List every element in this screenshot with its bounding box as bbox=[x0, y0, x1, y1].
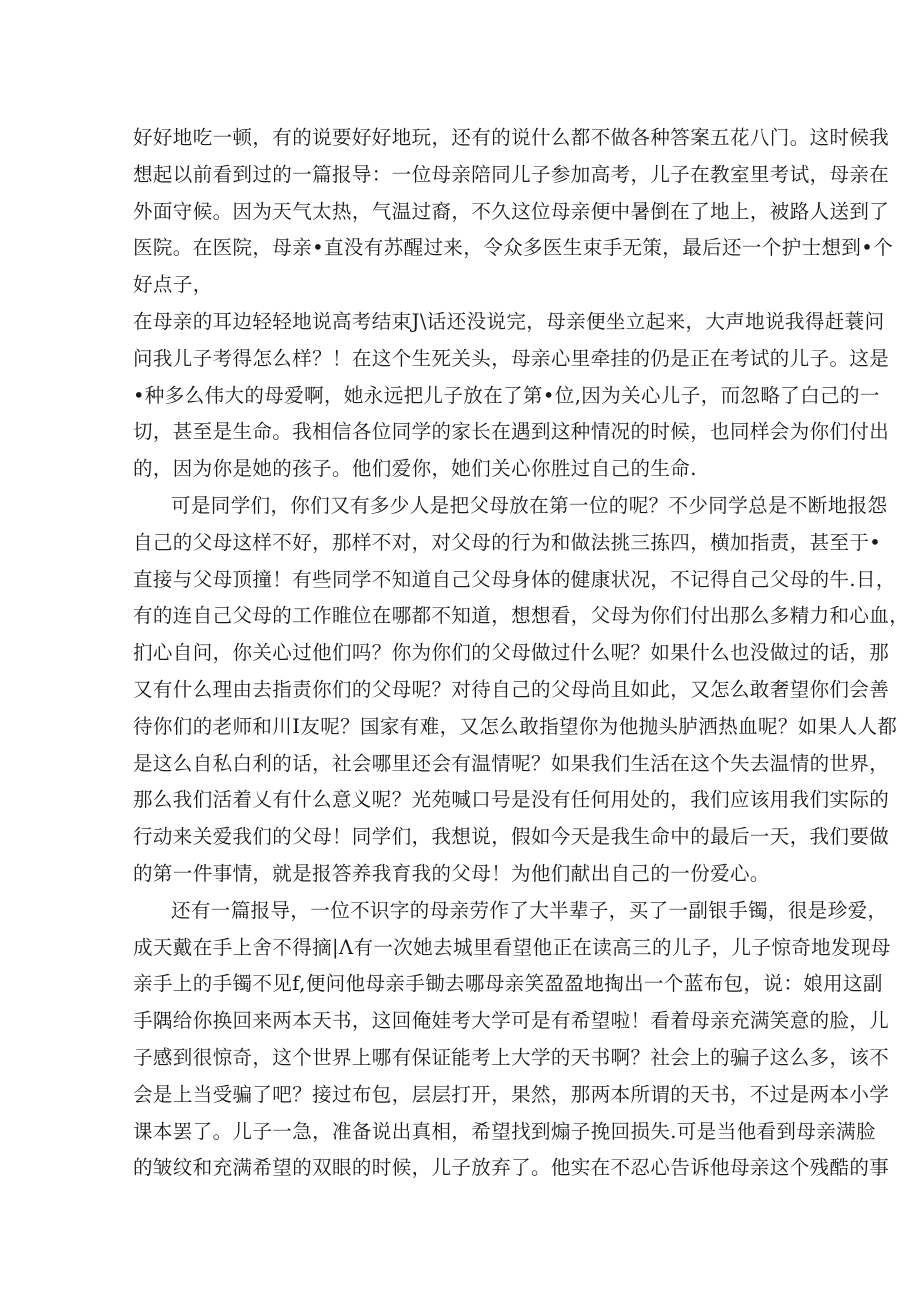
text-line: 的第一件事情，就是报答养我育我的父母！为他们献出自己的一份爱心。 bbox=[133, 861, 770, 885]
text-line: 会是上当受骗了吧？接过布包，层层打开，果然，那两本所谓的天书，不过是两本小学 bbox=[133, 1082, 890, 1106]
text-line: 课本罢了。儿子一急，准备说出真相，希望找到煽子挽回损失.可是当他看到母亲满脸 bbox=[133, 1119, 876, 1143]
text-line: 在母亲的耳边轻轻地说高考结束J\话还没说完，母亲便坐立起来，大声地说我得赶蓑问 bbox=[133, 309, 885, 333]
text-line: 有的连自己父母的工作睢位在哪都不知道，想想看，父母为你们付出那么多精力和心血， bbox=[133, 604, 910, 628]
text-line: 自己的父母这样不好，那样不对，对父母的行为和做法挑三拣四，横加指责，甚至于• bbox=[133, 530, 882, 554]
text-line: 的皱纹和充满希望的双眼的时候，儿子放弃了。他实在不忍心告诉他母亲这个残酷的事 bbox=[133, 1156, 890, 1180]
text-line: 子感到很惊奇，这个世界上哪有保证能考上大学的天书啊？社会上的骗子这么多，该不 bbox=[133, 1045, 890, 1069]
text-line: 医院。在医院，母亲•直没有苏醒过来，令众多医生束手无策，最后还一个护士想到•个 bbox=[133, 236, 894, 260]
text-line: 扪心自问，你关心过他们吗？你为你们的父母做过什么呢？如果什么也没做过的话，那 bbox=[133, 641, 890, 665]
body-text bbox=[133, 120, 910, 1187]
text-line: 直接与父母顶撞！有些同学不知道自己父母身体的健康状况，不记得自己父母的牛.日， bbox=[133, 567, 896, 591]
text-line: 成天戴在手上舍不得摘|Λ有一次她去城里看望他正在读高三的儿子，儿子惊奇地发现母 bbox=[133, 935, 891, 959]
text-line: 想起以前看到过的一篇报导：一位母亲陪同儿子参加高考，儿子在教室里考试，母亲在 bbox=[133, 162, 890, 186]
text-line: •种多么伟大的母爱啊，她永远把儿子放在了第•位,因为关心儿子，而忽略了白己的一 bbox=[133, 383, 880, 407]
text-line: 那么我们活着乂有什么意义呢？光苑喊口号是没有任何用处的，我们应该用我们实际的 bbox=[133, 788, 890, 812]
text-line: 行动来关爱我们的父母！同学们，我想说，假如今天是我生命中的最后一天，我们要做 bbox=[133, 825, 890, 849]
text-line: 可是同学们，你们又有多少人是把父母放在第一位的呢？不少同学总是不断地报怨 bbox=[171, 493, 888, 517]
text-line: 切，甚至是生命。我相信各位同学的家长在遇到这种情况的时候，也同样会为你们付出 bbox=[133, 420, 890, 444]
text-line: 亲手上的手镯不见f,便问他母亲手锄去哪母亲笑盈盈地掏出一个蓝布包，说：娘用这副 bbox=[133, 972, 883, 996]
text-line: 待你们的老师和川I友呢？国家有难，又怎么敢指望你为他抛头胪洒热血呢？如果人人都 bbox=[133, 714, 898, 738]
text-line: 手隅给你换回来两本天书，这回俺娃考大学可是有希望啦！看着母亲充满笑意的脸，儿 bbox=[133, 1009, 890, 1033]
text-line: 又有什么理由去指责你们的父母呢？对待自己的父母尚且如此，又怎么敢奢望你们会善 bbox=[133, 677, 890, 701]
text-line: 外面守候。因为天气太热，气温过裔，不久这位母亲便中暑倒在了地上，被路人送到了 bbox=[133, 199, 890, 223]
text-line: 是这么自私白利的话，社会哪里还会有温情呢？如果我们生活在这个失去温情的世界， bbox=[133, 751, 890, 775]
text-line: 还有一篇报导，一位不识字的母亲劳作了大半辈子，买了一副银手镯，很是珍爱， bbox=[171, 898, 888, 922]
text-line: 好点子， bbox=[133, 273, 213, 297]
text-line: 问我儿子考得怎么样？！在这个生死关头，母亲心里牵挂的仍是正在考试的儿子。这是 bbox=[133, 346, 890, 370]
text-line: 好好地吃一顿，有的说要好好地玩，还有的说什么都不做各种答案五花八门。这时候我 bbox=[133, 126, 890, 149]
text-line: 的，因为你是她的孩子。他们爱你，她们关心你胜过自己的生命. bbox=[133, 457, 697, 481]
